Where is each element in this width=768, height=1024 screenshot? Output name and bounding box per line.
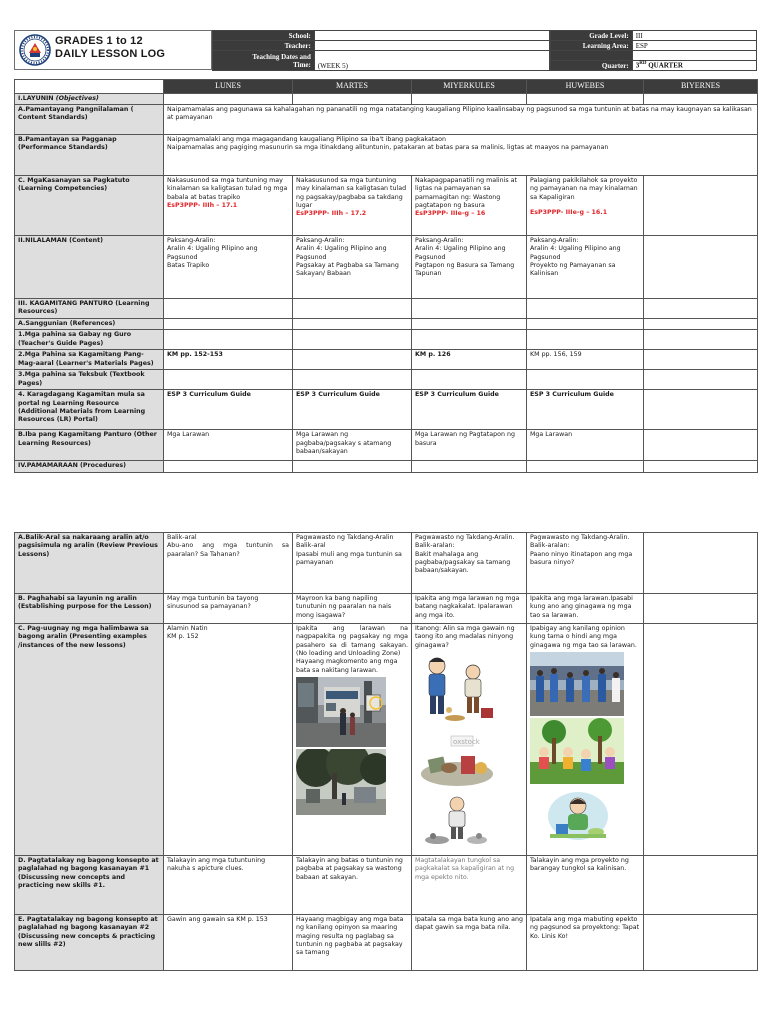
- examples-martes: [293, 624, 412, 856]
- other-resources-martes: Mga Larawan ng pagbaba/pagsakay s atamang babaan/sakayan: [293, 430, 412, 461]
- content-topic-label: Paksang-Aralin:: [296, 236, 345, 244]
- grade-value: III: [632, 31, 756, 41]
- review-line: Pagwawasto ng Takdang-Aralin.: [530, 534, 630, 541]
- title-line-1: GRADES 1 to 12: [55, 35, 143, 47]
- dates-label: [213, 51, 315, 71]
- other-resources-row: [15, 430, 758, 461]
- street-sweeping-photo: [530, 652, 624, 716]
- purpose-miyerkules: Ipakita ang mga larawan ng mga batang nagkakalat. Ipalarawan ang mga ito.: [412, 594, 527, 624]
- learner-materials-martes: [293, 350, 412, 370]
- performance-standards-row: [15, 134, 758, 175]
- review-miyerkules: [412, 533, 527, 594]
- review-line: Pagwawasto ng Takdang-Aralin: [296, 534, 394, 541]
- lr-portal-label: 4. Karagdagang Kagamitan mula sa portal ng Learning Resource (Additional Materials from Learning Resources (LR) Portal): [15, 390, 164, 430]
- procedures-label: IV.PAMAMARAAN (Procedures): [15, 461, 164, 472]
- examples-lunes: [164, 624, 293, 856]
- content-martes: [293, 235, 412, 298]
- day-miyerkules: MIYERKULES: [412, 80, 527, 94]
- examples-line: Alamin Natin: [167, 625, 208, 632]
- quarter-number: 3: [635, 61, 640, 70]
- lr-portal-row: [15, 390, 758, 430]
- other-resources-label: B.Iba pang Kagamitang Panturo (Other Learning Resources): [15, 430, 164, 461]
- quarter-label: Quarter:: [551, 61, 633, 71]
- deped-seal-icon: [19, 34, 51, 66]
- content-subject: Batas Trapiko: [167, 262, 210, 270]
- learner-materials-miyerkules: KM p. 126: [412, 350, 527, 370]
- examples-miyerkules: [412, 624, 527, 856]
- discussion-2-row: [15, 915, 758, 971]
- competency-biyernes: [644, 175, 758, 235]
- procedures-row: [15, 461, 758, 472]
- day-lunes: LUNES: [164, 80, 293, 94]
- layunin-row: [15, 93, 758, 104]
- content-lesson: Aralin 4: Ugaling Pilipino ang Pagsunod: [530, 245, 621, 261]
- quarter-suffix: RD: [639, 61, 647, 67]
- discussion-2-label: E. Pagtatalakay ng bagong konsepto at paglalahad ng bagong kasanayan #2 (Discussing new concepts & practicing new slills #2): [15, 915, 164, 971]
- competencies-label: C. MgaKasanayan sa Pagkatuto (Learning Competencies): [15, 175, 164, 235]
- discussion-1-lunes: Talakayin ang mga tutuntuning nakuha s apicture clues.: [164, 856, 293, 915]
- day-header-row: [15, 80, 758, 94]
- performance-standards-line-2: Naipamamalas ang pagiging masunurin sa mga itinakdang alituntunin, patakaran at batas para sa malinis, ligtas at maayos na pamayanan: [167, 144, 609, 152]
- review-line: Balik-aralan:: [530, 542, 570, 550]
- discussion-1-label: D. Pagtatalakay ng bagong konsepto at paglalahad ng bagong kasanayan #1 (Discussing new concepts and practicing new skills #1.: [15, 856, 164, 915]
- procedures-table: [14, 532, 758, 971]
- examples-huwebes: [527, 624, 644, 856]
- tree-street-photo: [296, 749, 386, 815]
- title-line-2: DAILY LESSON LOG: [55, 48, 166, 60]
- review-huwebes: [527, 533, 644, 594]
- review-label: A.Balik-Aral sa nakaraang aralin at/o pagsisimula ng aralin (Review Previous Lessons): [15, 533, 164, 594]
- content-topic-label: Paksang-Aralin:: [530, 236, 579, 244]
- area-value: ESP: [632, 41, 756, 51]
- performance-standards-label: B.Pamantayan sa Pagganap (Performance Standards): [15, 134, 164, 175]
- other-resources-huwebes: Mga Larawan: [527, 430, 644, 461]
- discussion-1-miyerkules: Magtatalakayan tungkol sa pagkakalat sa kapaligiran at ng mga epekto nito.: [412, 856, 527, 915]
- trash-boy-cartoon: [415, 794, 499, 846]
- purpose-martes: Mayroon ka bang napiling tunutunin ng paaralan na nais mong isagawa?: [293, 594, 412, 624]
- lr-portal-lunes: ESP 3 Curriculum Guide: [164, 390, 293, 430]
- references-label: A.Sanggunian (References): [15, 318, 164, 329]
- layunin-english: (Objectives): [55, 94, 99, 102]
- street-loading-photo: [296, 677, 386, 747]
- competency-miyerkules: [412, 175, 527, 235]
- performance-standards-text: [164, 134, 758, 175]
- content-huwebes: [527, 235, 644, 298]
- review-line: Ipasabi muli ang mga tuntunin sa pamayanan: [296, 550, 402, 567]
- child-cleaning-cartoon: [530, 786, 624, 844]
- content-row: [15, 235, 758, 298]
- content-biyernes: [644, 235, 758, 298]
- content-miyerkules: [412, 235, 527, 298]
- content-lunes: [164, 235, 293, 298]
- kids-planting-cartoon: [530, 718, 624, 784]
- layunin-label: [15, 93, 164, 104]
- learner-materials-huwebes: KM pp. 156, 159: [527, 350, 644, 370]
- examples-line: Ipakita ang larawan na nagpapakita ng pagsakay ng mga pasahero sa di tamang sakayan.(No loading and Unloading Zone): [296, 625, 408, 658]
- review-line: Balik-aralan:: [415, 542, 455, 550]
- discussion-2-huwebes: Ipatala ang mga mabuting epekto ng pagsunod sa proyektong: Tapat Ko. Linis Ko!: [527, 915, 644, 971]
- review-row: [15, 533, 758, 594]
- content-subject: Pagsakay at Pagbaba sa Tamang Sakayan/ Babaan: [296, 262, 399, 278]
- purpose-row: [15, 594, 758, 624]
- content-topic-label: Paksang-Aralin:: [167, 236, 216, 244]
- competency-martes: [293, 175, 412, 235]
- dates-label-line-2: Time:: [293, 60, 311, 69]
- textbook-row: [15, 370, 758, 390]
- school-info-table: [212, 30, 550, 71]
- corner-cell: [15, 80, 164, 94]
- day-martes: MARTES: [293, 80, 412, 94]
- area-label: Learning Area:: [551, 41, 633, 51]
- content-standards-text: Naipamamalas ang pagunawa sa kahalagahan ng pananatili ng mga natatanging kaugaliang Pilipino kaalinsabay ng pagsunod sa mga tuntunin at batas na may kaugnayan sa kalikasan at pamayanan: [164, 104, 758, 134]
- school-label: School:: [213, 31, 315, 41]
- content-lesson: Aralin 4: Ugaling Pilipino ang Pagsunod: [296, 245, 387, 261]
- content-label: II.NILALAMAN (Content): [15, 235, 164, 298]
- review-martes: [293, 533, 412, 594]
- garbage-pile-cartoon: [415, 728, 499, 792]
- examples-label: C. Pag-uugnay ng mga halimbawa sa bagong aralin (Presenting examples /instances of the new lessons): [15, 624, 164, 856]
- examples-line: Hayaang magkomento ang mga bata sa nakitang larawan.: [296, 658, 398, 674]
- content-subject: Pagtapon ng Basura sa Tamang Tapunan: [415, 262, 515, 278]
- teacher-label: Teacher:: [213, 41, 315, 51]
- discussion-2-lunes: Gawin ang gawain sa KM p. 153: [164, 915, 293, 971]
- review-line: Balik-aral: [167, 534, 197, 541]
- review-line: Bakit mahalaga ang pagbaba/pagsakay sa tamang babaan/sakayan.: [415, 550, 511, 575]
- other-resources-lunes: Mga Larawan: [164, 430, 293, 461]
- lr-portal-huwebes: ESP 3 Curriculum Guide: [527, 390, 644, 430]
- objectives-table: [14, 79, 758, 473]
- competencies-row: [15, 175, 758, 235]
- resources-row: [15, 298, 758, 318]
- examples-line: KM p. 152: [167, 633, 199, 641]
- grade-info-table: [550, 30, 757, 71]
- school-value: [314, 31, 549, 41]
- discussion-1-huwebes: Talakayin ang mga proyekto ng barangay tungkol sa kalinisan.: [527, 856, 644, 915]
- examples-row: [15, 624, 758, 856]
- quarter-value: [632, 61, 756, 71]
- competency-code: EsP3PPP- IIIh – 17.1: [167, 202, 238, 210]
- lr-portal-martes: ESP 3 Curriculum Guide: [293, 390, 412, 430]
- review-lunes: [164, 533, 293, 594]
- competency-text: Nakasusunod sa mga tuntuning may kinalaman sa kaligtasan tulad ng pagsakay/pagbaba sa takdang lugar: [296, 176, 407, 210]
- competency-text: Nakapagpapanatili ng malinis at ligtas na pamayanan sa pamamagitan ng: Wastong pagtatapon ng basura: [415, 176, 517, 210]
- examples-line: Ipabigay ang kanilang opinion kung tama o hindi ang mga ginagawa ng mga tao sa larawan.: [530, 625, 637, 649]
- competency-text: Nakasusunod sa mga tuntuning may kinalaman sa kaligtasan tulad ng mga babala at batas trapiko: [167, 176, 288, 201]
- empty-value: [632, 51, 756, 61]
- competency-huwebes: [527, 175, 644, 235]
- discussion-2-miyerkules: Ipatala sa mga bata kung ano ang dapat gawin sa mga bata nila.: [412, 915, 527, 971]
- learner-materials-label: 2.Mga Pahina sa Kagamitang Pang-Mag-aaral (Learner's Materials Pages): [15, 350, 164, 370]
- competency-text: Palagiang pakikilahok sa proyekto ng pamayanan na may kinalaman sa Kapaligiran: [530, 176, 638, 201]
- lr-portal-miyerkules: ESP 3 Curriculum Guide: [412, 390, 527, 430]
- teacher-guide-label: 1.Mga pahina sa Gabay ng Guro (Teacher's Guide Pages): [15, 330, 164, 350]
- performance-standards-line-1: Naipagmamalaki ang mga magagandang kaugaliang Pilipino sa iba't ibang pagkakataon: [167, 135, 446, 143]
- competency-lunes: [164, 175, 293, 235]
- competency-code: EsP3PPP- IIIe-g – 16: [415, 210, 486, 218]
- layunin-title: I.LAYUNIN: [18, 94, 54, 102]
- purpose-lunes: May mga tuntunin ba tayong sinusunod sa pamayanan?: [164, 594, 293, 624]
- discussion-1-martes: Talakayin ang batas o tuntunin ng pagbaba at pagsakay sa wastong babaan at sakayan.: [293, 856, 412, 915]
- examples-line: Itanong: Alin sa mga gawain ng taong ito ang madalas ninyong ginagawa?: [415, 625, 515, 649]
- teacher-guide-row: [15, 330, 758, 350]
- learner-materials-row: [15, 350, 758, 370]
- dates-label-line-1: Teaching Dates and: [252, 52, 311, 61]
- content-subject: Proyekto ng Pamayanan sa Kalinisan: [530, 262, 616, 278]
- competency-code: EsP3PPP- IIIh – 17.2: [296, 210, 367, 218]
- references-row: [15, 318, 758, 329]
- content-lesson: Aralin 4: Ugaling Pilipino ang Pagsunod: [167, 245, 258, 261]
- competency-code: EsP3PPP- IIIe-g – 16.1: [530, 209, 608, 217]
- textbook-label: 3.Mga pahina sa Teksbuk (Textbook Pages): [15, 370, 164, 390]
- other-resources-miyerkules: Mga Larawan ng Pagtatapon ng basura: [412, 430, 527, 461]
- content-lesson: Aralin 4: Ugaling Pilipino ang Pagsunod: [415, 245, 506, 261]
- littering-cartoon: [415, 652, 499, 726]
- review-line: Pagwawasto ng Takdang-Aralin.: [415, 534, 515, 541]
- title-box: [14, 30, 212, 70]
- day-huwebes: HUWEBES: [527, 80, 644, 94]
- content-topic-label: Paksang-Aralin:: [415, 236, 464, 244]
- day-biyernes: BIYERNES: [644, 80, 758, 94]
- quarter-word: QUARTER: [646, 61, 683, 70]
- purpose-huwebes: Ipakita ang mga larawan.Ipasabi kung ano ang ginagawa ng mga tao sa larawan.: [527, 594, 644, 624]
- dates-value: (WEEK 5): [314, 51, 549, 71]
- content-standards-label: A.Pamantayang Pangnilalaman ( Content Standards): [15, 104, 164, 134]
- stock-watermark: oxstock: [453, 738, 480, 747]
- review-line: Abu-ano ang mga tuntunin sa paaralan? Sa Tahanan?: [167, 542, 289, 558]
- lesson-log-header: [14, 30, 757, 70]
- discussion-2-martes: Hayaang magbigay ang mga bata ng kanilang opinyon sa maaring maging resulta ng paglabag sa tuntunin ng pagbaba at pagsakay sa tamang: [293, 915, 412, 971]
- content-standards-row: [15, 104, 758, 134]
- resources-label: III. KAGAMITANG PANTURO (Learning Resources): [15, 298, 164, 318]
- discussion-1-row: [15, 856, 758, 915]
- empty-label: [551, 51, 633, 61]
- review-line: Balik-aral: [296, 542, 326, 550]
- review-line: Paano ninyo itinatapon ang mga basura ninyo?: [530, 550, 633, 567]
- purpose-label: B. Paghahabi sa layunin ng aralin (Establishing purpose for the Lesson): [15, 594, 164, 624]
- learner-materials-lunes: KM pp. 152-153: [164, 350, 293, 370]
- teacher-value: [314, 41, 549, 51]
- grade-label: Grade Level:: [551, 31, 633, 41]
